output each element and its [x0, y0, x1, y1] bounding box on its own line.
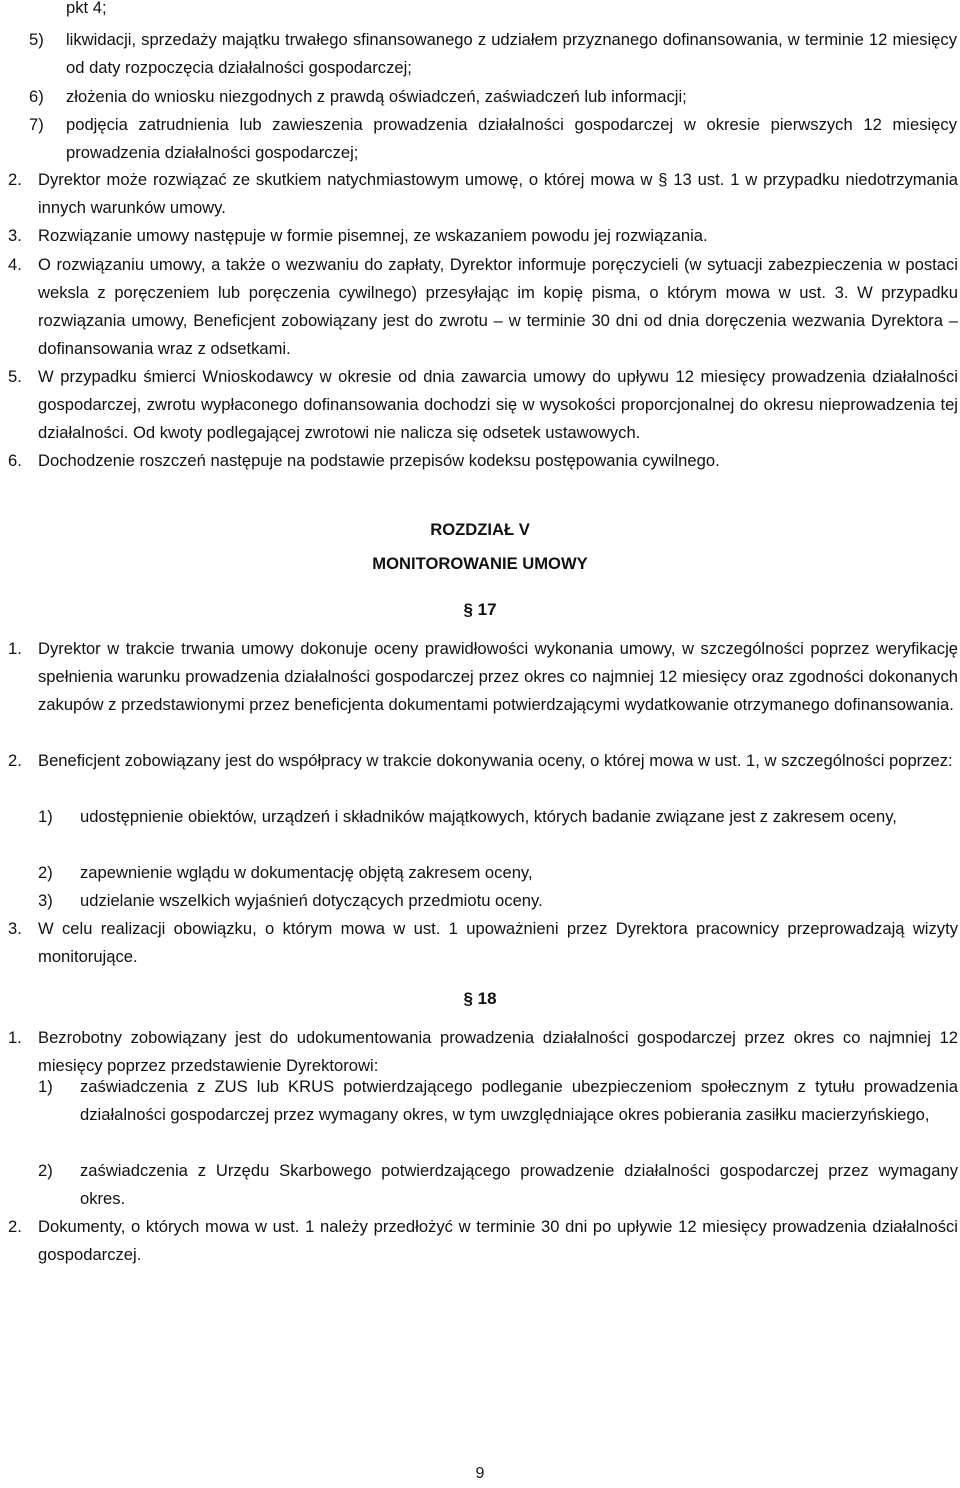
item-text: złożenia do wniosku niezgodnych z prawdą oświadczeń, zaświadczeń lub informacji; — [66, 87, 687, 106]
paragraph-4 — [8, 251, 958, 363]
paragraph-text: Beneficjent zobowiązany jest do współpracy w trakcie dokonywania oceny, o której mowa w ust. 1, w szczególności poprzez: — [38, 751, 953, 770]
s17-point-1 — [38, 803, 958, 831]
point-text: udzielanie wszelkich wyjaśnień dotyczących przedmiotu oceny. — [80, 891, 543, 910]
s18-point-1 — [38, 1073, 958, 1129]
s17-paragraph-2 — [8, 747, 958, 775]
item-6 — [29, 83, 957, 111]
paragraph-number: 2. — [8, 751, 22, 770]
point-text: zaświadczenia z Urzędu Skarbowego potwierdzającego prowadzenie działalności gospodarczej przez wymagany okres. — [80, 1161, 958, 1208]
s17-point-3 — [38, 887, 958, 915]
paragraph-text: Rozwiązanie umowy następuje w formie pisemnej, ze wskazaniem powodu jej rozwiązania. — [38, 226, 708, 245]
paragraph-text: Bezrobotny zobowiązany jest do udokumentowania prowadzenia działalności gospodarczej przez okres co najmniej 12 miesięcy poprzez przedstawienie Dyrektorowi: — [38, 1028, 958, 1075]
item-number: 6) — [29, 87, 44, 106]
point-text: udostępnienie obiektów, urządzeń i składników majątkowych, których badanie związane jest z zakresem oceny, — [80, 807, 897, 826]
item-number: 5) — [29, 30, 44, 49]
section-heading-17: § 17 — [463, 600, 497, 619]
point-text: zaświadczenia z ZUS lub KRUS potwierdzającego podleganie ubezpieczeniom społecznym z tytułu prowadzenia działalności gospodarczej przez wymagany okres, w tym uwzględniające okres pobierania zasiłku macierzyńskiego, — [80, 1077, 958, 1124]
paragraph-text: Dyrektor w trakcie trwania umowy dokonuje oceny prawidłowości wykonania umowy, w szczególności poprzez weryfikację spełnienia warunku prowadzenia działalności gospodarczej przez okres co najmniej 12 miesięcy oraz zgodności dokonanych zakupów z przedstawionymi przez beneficjenta dokumentami potwierdzającymi wydatkowanie otrzymanego dofinansowania. — [38, 639, 958, 714]
item-pkt4 — [66, 0, 956, 22]
section-heading-18: § 18 — [463, 989, 497, 1008]
paragraph-text: Dochodzenie roszczeń następuje na podstawie przepisów kodeksu postępowania cywilnego. — [38, 451, 720, 470]
paragraph-text: O rozwiązaniu umowy, a także o wezwaniu do zapłaty, Dyrektor informuje poręczycieli (w sytuacji zabezpieczenia w postaci weksla z poręczeniem lub poręczenia cywilnego) przesyłając im kopię pisma, o którym mowa w ust. 3. W przypadku rozwiązania umowy, Beneficjent zobowiązany jest do zwrotu – w terminie 30 dni od dnia doręczenia wezwania Dyrektora – dofinansowania wraz z odsetkami. — [38, 255, 958, 358]
paragraph-number: 4. — [8, 255, 22, 274]
item-5 — [29, 26, 957, 82]
s17-point-2 — [38, 859, 958, 887]
s17-paragraph-3 — [8, 915, 958, 971]
paragraph-number: 3. — [8, 226, 22, 245]
paragraph-number: 1. — [8, 1028, 22, 1047]
paragraph-2 — [8, 166, 958, 222]
paragraph-text: W przypadku śmierci Wnioskodawcy w okresie od dnia zawarcia umowy do upływu 12 miesięcy prowadzenia działalności gospodarczej, zwrotu wypłaconego dofinansowania dochodzi się w wysokości proporcjonalnej do okresu nieprowadzenia tej działalności. Od kwoty podlegającej zwrotowi nie nalicza się odsetek ustawowych. — [38, 367, 958, 442]
item-number: 7) — [29, 115, 44, 134]
point-number: 3) — [38, 891, 53, 910]
s18-paragraph-1 — [8, 1024, 958, 1080]
item-7 — [29, 111, 957, 167]
s18-point-2 — [38, 1157, 958, 1213]
point-text: zapewnienie wglądu w dokumentację objętą zakresem oceny, — [80, 863, 533, 882]
item-text: likwidacji, sprzedaży majątku trwałego sfinansowanego z udziałem przyznanego dofinansowania, w terminie 12 miesięcy od daty rozpoczęcia działalności gospodarczej; — [66, 30, 957, 77]
point-number: 1) — [38, 1077, 53, 1096]
point-number: 1) — [38, 807, 53, 826]
paragraph-number: 2. — [8, 170, 22, 189]
paragraph-number: 2. — [8, 1217, 22, 1236]
chapter-subtitle: MONITOROWANIE UMOWY — [372, 554, 588, 573]
point-number: 2) — [38, 1161, 53, 1180]
item-text: podjęcia zatrudnienia lub zawieszenia prowadzenia działalności gospodarczej w okresie pierwszych 12 miesięcy prowadzenia działalności gospodarczej; — [66, 115, 957, 162]
paragraph-3 — [8, 222, 958, 250]
item-text: pkt 4; — [66, 0, 107, 17]
paragraph-number: 3. — [8, 919, 22, 938]
paragraph-text: W celu realizacji obowiązku, o którym mowa w ust. 1 upoważnieni przez Dyrektora pracownicy przeprowadzają wizyty monitorujące. — [38, 919, 958, 966]
paragraph-6 — [8, 447, 958, 475]
chapter-title: ROZDZIAŁ V — [430, 520, 530, 539]
s18-paragraph-2 — [8, 1213, 958, 1269]
point-number: 2) — [38, 863, 53, 882]
paragraph-text: Dyrektor może rozwiązać ze skutkiem natychmiastowym umowę, o której mowa w § 13 ust. 1 w przypadku niedotrzymania innych warunków umowy. — [38, 170, 958, 217]
paragraph-number: 1. — [8, 639, 22, 658]
page-number: 9 — [475, 1465, 485, 1482]
paragraph-text: Dokumenty, o których mowa w ust. 1 należy przedłożyć w terminie 30 dni po upływie 12 miesięcy prowadzenia działalności gospodarczej. — [38, 1217, 958, 1264]
paragraph-5 — [8, 363, 958, 447]
s17-paragraph-1 — [8, 635, 958, 719]
paragraph-number: 6. — [8, 451, 22, 470]
paragraph-number: 5. — [8, 367, 22, 386]
